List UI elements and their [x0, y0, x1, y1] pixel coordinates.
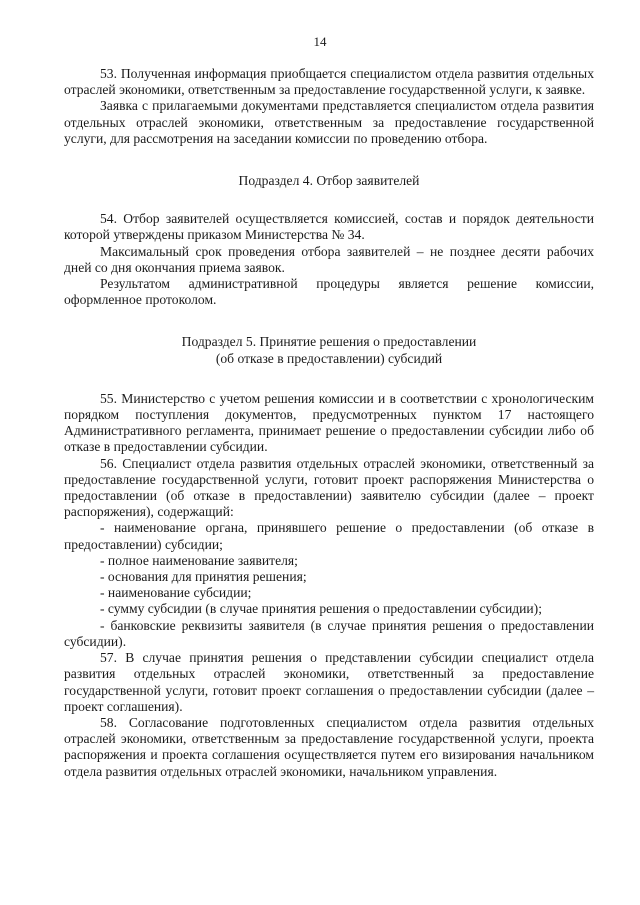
list-item-applicant-name: - полное наименование заявителя;: [100, 552, 298, 568]
list-item-grounds: - основания для принятия решения;: [100, 569, 307, 585]
paragraph-56: 56. Специалист отдела развития отдельных отраслей экономики, ответственный за предоставление государственной услуги, готовит проект распоряжения Министерства о предоставлении (об отказе в предоставлении) заявителю субсидии (далее – проект распоряжения), содержащий:: [64, 455, 594, 520]
page-number: 14: [313, 34, 327, 49]
paragraph-57: 57. В случае принятия решения о представлении субсидии специалист отдела развития отдельных отраслей экономики, ответственный за предоставление государственной услуги, готовит проект соглашения о предоставлении субсидии (далее – проект соглашения).: [64, 650, 594, 714]
list-item-bank-details: - банковские реквизиты заявителя (в случае принятия решения о предоставлении субсидии).: [64, 617, 594, 649]
paragraph-53: 53. Полученная информация приобщается специалистом отдела развития отдельных отраслей экономики, ответственным за предоставление государственной услуги, к заявке.: [64, 66, 594, 98]
paragraph-application: Заявка с прилагаемыми документами представляется специалистом отдела развития отдельных отраслей экономики, ответственным за предоставление государственной услуги, для рассмотрения на заседании комиссии по проведению отбора.: [64, 98, 594, 146]
section-heading-4: Подраздел 4. Отбор заявителей: [238, 173, 420, 189]
list-item-organ: - наименование органа, принявшего решение о предоставлении (об отказе в предоставлении) субсидии;: [64, 520, 594, 552]
paragraph-58: 58. Согласование подготовленных специалистом отдела развития отдельных отраслей экономики, ответственным за предоставление государственной услуги, проекта распоряжения и проекта соглашения осуществляется путем его визирования начальником отдела развития отдельных отраслей экономики, начальником управления.: [64, 714, 594, 779]
paragraph-result: Результатом административной процедуры является решение комиссии, оформленное протоколом.: [64, 276, 594, 308]
paragraph-54: 54. Отбор заявителей осуществляется комиссией, состав и порядок деятельности которой утверждены приказом Министерства № 34.: [64, 211, 594, 243]
list-item-subsidy-name: - наименование субсидии;: [100, 585, 252, 601]
list-item-subsidy-sum: - сумму субсидии (в случае принятия решения о предоставлении субсидии);: [100, 601, 542, 617]
section-heading-5-line1: Подраздел 5. Принятие решения о предоставлении: [181, 334, 477, 350]
paragraph-55: 55. Министерство с учетом решения комиссии и в соответствии с хронологическим порядком поступления документов, предусмотренных пунктом 17 настоящего Административного регламента, принимает решение о предоставлении субсидии либо об отказе в предоставлении субсидии.: [64, 390, 594, 455]
paragraph-max-term: Максимальный срок проведения отбора заявителей – не позднее десяти рабочих дней со дня окончания приема заявок.: [64, 243, 594, 275]
section-heading-5-line2: (об отказе в предоставлении) субсидий: [215, 350, 443, 366]
document-body: [64, 66, 594, 780]
